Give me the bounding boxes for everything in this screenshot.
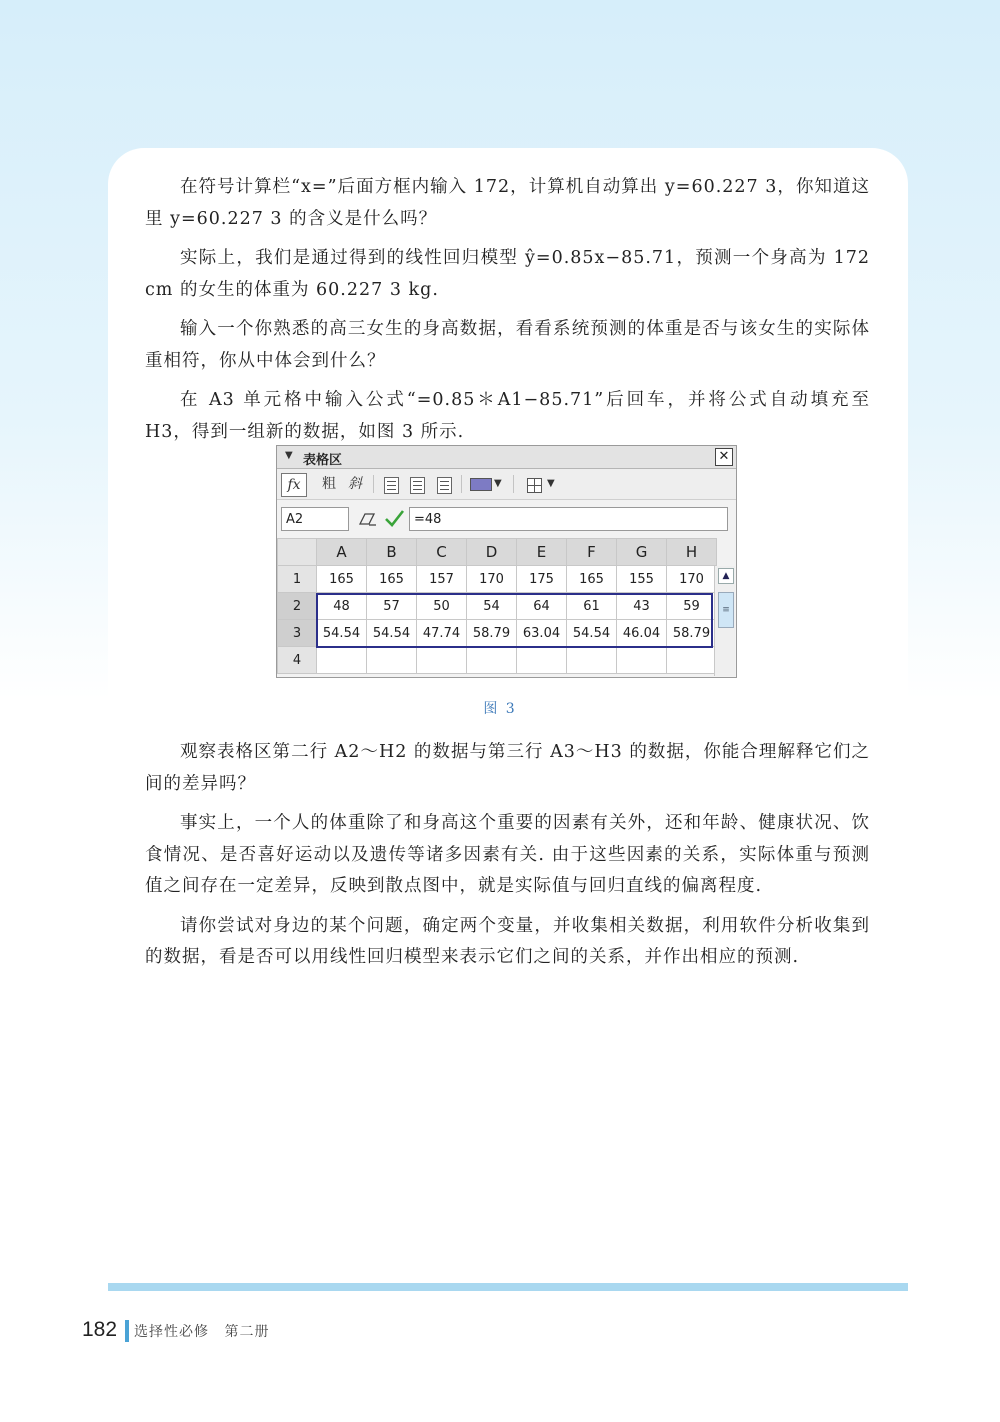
scroll-up-icon[interactable]: ▲ — [718, 568, 734, 584]
cell[interactable]: 64 — [517, 593, 567, 620]
cell[interactable]: 170 — [467, 566, 517, 593]
paragraph-2: 实际上，我们是通过得到的线性回归模型 ŷ=0.85x−85.71，预测一个身高为 172 cm 的女生的体重为 60.227 3 kg. — [145, 248, 870, 300]
figure-caption: 图 3 — [483, 701, 517, 717]
column-header[interactable]: D — [467, 539, 517, 566]
column-header[interactable]: B — [367, 539, 417, 566]
fill-color-icon[interactable] — [470, 478, 492, 491]
row-header[interactable]: 1 — [278, 566, 317, 593]
row-header[interactable]: 3 — [278, 620, 317, 647]
book-title: 选择性必修 第二册 — [134, 1324, 270, 1340]
column-header[interactable]: H — [667, 539, 717, 566]
toolbar-divider — [373, 475, 374, 493]
spreadsheet-grid — [277, 538, 717, 674]
chevron-down-icon[interactable]: ▼ — [547, 478, 555, 489]
cell[interactable] — [667, 647, 717, 674]
panel-header — [277, 446, 736, 469]
cell[interactable] — [367, 647, 417, 674]
column-header[interactable]: C — [417, 539, 467, 566]
paragraph-5: 观察表格区第二行 A2～H2 的数据与第三行 A3～H3 的数据，你能合理解释它们之间的差异吗？ — [145, 742, 870, 794]
panel-title: 表格区 — [303, 453, 343, 468]
cell[interactable]: 170 — [667, 566, 717, 593]
cell[interactable]: 63.04 — [517, 620, 567, 647]
cell[interactable]: 58.79 — [667, 620, 717, 647]
cell[interactable]: 61 — [567, 593, 617, 620]
formula-bar — [277, 500, 736, 538]
column-header[interactable]: F — [567, 539, 617, 566]
row-header[interactable]: 2 — [278, 593, 317, 620]
cell[interactable]: 175 — [517, 566, 567, 593]
cell[interactable]: 165 — [567, 566, 617, 593]
chevron-down-icon[interactable]: ▼ — [494, 478, 502, 489]
cell[interactable] — [417, 647, 467, 674]
paragraph-1: 在符号计算栏“x=”后面方框内输入 172，计算机自动算出 y=60.227 3，你知道这里 y=60.227 3 的含义是什么吗？ — [145, 177, 870, 229]
check-icon[interactable] — [383, 507, 405, 533]
column-header[interactable]: A — [317, 539, 367, 566]
cell[interactable]: 165 — [367, 566, 417, 593]
fx-button[interactable]: fx — [281, 473, 307, 497]
align-center-icon[interactable] — [410, 477, 425, 494]
cell[interactable]: 57 — [367, 593, 417, 620]
bold-button[interactable]: 粗 — [322, 476, 336, 492]
spreadsheet-toolbar — [277, 469, 736, 500]
cell-reference-field[interactable]: A2 — [281, 507, 349, 531]
scroll-thumb[interactable]: ≡ — [718, 592, 734, 628]
border-icon[interactable] — [527, 478, 542, 493]
column-header[interactable]: E — [517, 539, 567, 566]
page-number-bar — [125, 1320, 129, 1342]
cell[interactable]: 58.79 — [467, 620, 517, 647]
paragraph-6: 事实上，一个人的体重除了和身高这个重要的因素有关外，还和年龄、健康状况、饮食情况、是否喜好运动以及遗传等诸多因素有关. 由于这些因素的关系，实际体重与预测值之间存在一定差异，反映到散点图中，就是实际值与回归直线的偏离程度. — [145, 813, 870, 896]
grid-corner[interactable] — [278, 539, 317, 566]
cell[interactable]: 155 — [617, 566, 667, 593]
cell[interactable]: 54.54 — [317, 620, 367, 647]
toolbar-divider — [513, 475, 514, 493]
top-text — [145, 172, 870, 456]
close-icon[interactable]: ✕ — [715, 448, 733, 466]
cell[interactable]: 54.54 — [567, 620, 617, 647]
eraser-icon[interactable] — [357, 511, 377, 531]
italic-button[interactable]: 斜 — [348, 476, 362, 492]
cell[interactable] — [467, 647, 517, 674]
row-header[interactable]: 4 — [278, 647, 317, 674]
cell[interactable] — [567, 647, 617, 674]
column-header[interactable]: G — [617, 539, 667, 566]
paragraph-3: 输入一个你熟悉的高三女生的身高数据，看看系统预测的体重是否与该女生的实际体重相符，你从中体会到什么？ — [145, 319, 870, 371]
spreadsheet-panel — [276, 445, 737, 678]
align-left-icon[interactable] — [384, 477, 399, 494]
cell[interactable]: 46.04 — [617, 620, 667, 647]
align-right-icon[interactable] — [437, 477, 452, 494]
cell[interactable]: 50 — [417, 593, 467, 620]
cell[interactable]: 165 — [317, 566, 367, 593]
paragraph-4: 在 A3 单元格中输入公式“=0.85＊A1−85.71”后回车，并将公式自动填充至 H3，得到一组新的数据，如图 3 所示. — [145, 390, 870, 442]
cell[interactable]: 59 — [667, 593, 717, 620]
formula-input[interactable]: =48 — [409, 507, 728, 531]
cell[interactable]: 54.54 — [367, 620, 417, 647]
cell[interactable] — [617, 647, 667, 674]
collapse-triangle-icon[interactable]: ▼ — [285, 450, 293, 461]
toolbar-divider — [461, 475, 462, 493]
cell[interactable]: 48 — [317, 593, 367, 620]
cell[interactable] — [317, 647, 367, 674]
cell[interactable] — [517, 647, 567, 674]
bottom-text — [145, 737, 870, 982]
paragraph-7: 请你尝试对身边的某个问题，确定两个变量，并收集相关数据，利用软件分析收集到的数据，看是否可以用线性回归模型来表示它们之间的关系，并作出相应的预测. — [145, 915, 870, 967]
cell[interactable]: 54 — [467, 593, 517, 620]
vertical-scrollbar[interactable] — [714, 566, 735, 676]
cell[interactable]: 157 — [417, 566, 467, 593]
cell[interactable]: 47.74 — [417, 620, 467, 647]
footer-rule — [108, 1283, 908, 1291]
cell[interactable]: 43 — [617, 593, 667, 620]
page-number: 182 — [82, 1318, 118, 1341]
